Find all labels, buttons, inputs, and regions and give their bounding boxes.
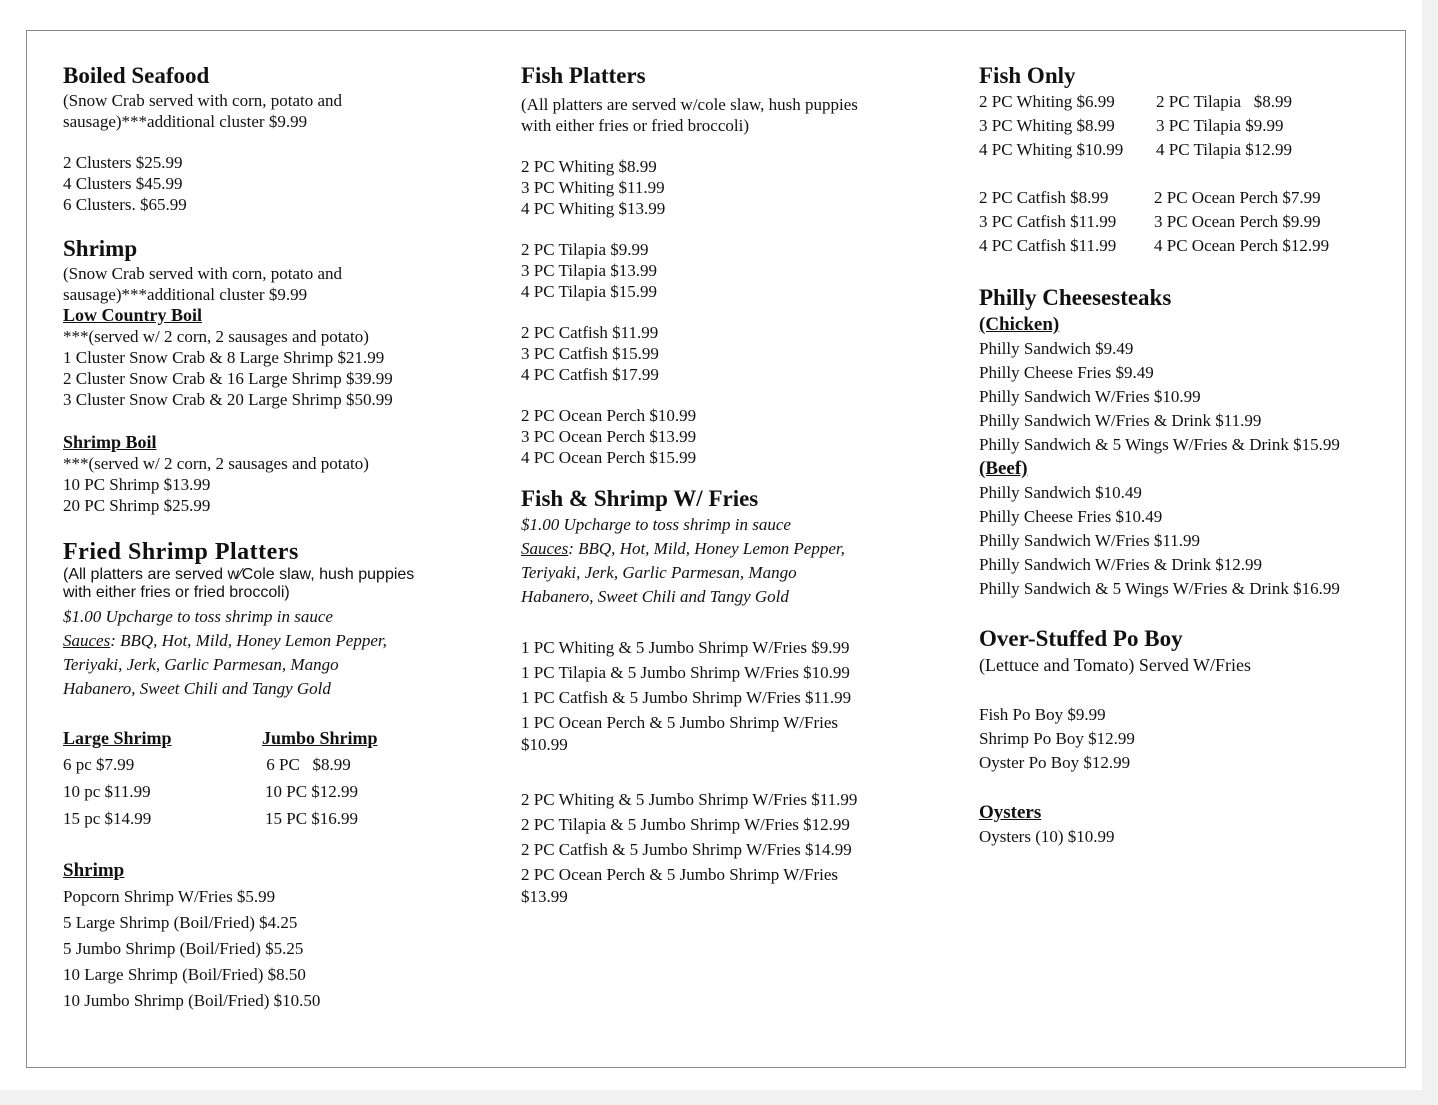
fish-only-table-a — [979, 90, 1399, 162]
menu-item: 3 PC Catfish $11.99 — [979, 212, 1117, 231]
menu-item: 3 PC Whiting $8.99 — [979, 116, 1115, 135]
menu-item: 4 PC Whiting $10.99 — [979, 140, 1124, 159]
page-margin-right — [1422, 0, 1438, 1090]
menu-item: 6 PC $8.99 — [262, 755, 351, 774]
menu-column-1 — [63, 62, 483, 1014]
menu-item: Shrimp Po Boy $12.99 — [979, 729, 1135, 748]
menu-item: 10 PC Shrimp $13.99 — [63, 475, 211, 494]
menu-item: 3 Cluster Snow Crab & 20 Large Shrimp $50.99 — [63, 390, 393, 409]
section-title-fish-and-shrimp: Fish & Shrimp W/ Fries — [521, 486, 759, 511]
menu-item: 3 PC Catfish $15.99 — [521, 344, 659, 363]
section-desc: with either fries or fried broccoli) — [63, 584, 290, 601]
menu-item: Fish Po Boy $9.99 — [979, 705, 1106, 724]
menu-item: 10 Jumbo Shrimp (Boil/Fried) $10.50 — [63, 991, 321, 1010]
subsection-title-shrimp-boil: Shrimp Boil — [63, 432, 157, 452]
menu-item: 2 PC Tilapia & 5 Jumbo Shrimp W/Fries $12.99 — [521, 815, 850, 834]
menu-item: $13.99 — [521, 887, 568, 906]
section-title-fish-only: Fish Only — [979, 63, 1076, 88]
menu-item: Popcorn Shrimp W/Fries $5.99 — [63, 887, 276, 906]
menu-item: 1 PC Whiting & 5 Jumbo Shrimp W/Fries $9.99 — [521, 638, 850, 657]
section-title-fried-shrimp-platters: Fried Shrimp Platters — [63, 539, 299, 565]
menu-item: 4 PC Whiting $13.99 — [521, 199, 666, 218]
menu-item: 5 Large Shrimp (Boil/Fried) $4.25 — [63, 913, 298, 932]
sauces-line: Habanero, Sweet Chili and Tangy Gold — [63, 679, 331, 698]
menu-item: Philly Sandwich W/Fries & Drink $11.99 — [979, 411, 1262, 430]
section-title-shrimp: Shrimp — [63, 236, 138, 261]
menu-item: 3 PC Tilapia $9.99 — [1156, 116, 1284, 135]
subsection-title-beef: (Beef) — [979, 458, 1028, 479]
menu-item: Philly Sandwich & 5 Wings W/Fries & Drink $16.99 — [979, 579, 1340, 598]
menu-column-3 — [979, 62, 1399, 849]
menu-item: Philly Sandwich $10.49 — [979, 483, 1142, 502]
menu-item: 2 PC Whiting $8.99 — [521, 157, 657, 176]
menu-item: 1 PC Catfish & 5 Jumbo Shrimp W/Fries $11.99 — [521, 688, 852, 707]
menu-item: Philly Sandwich $9.49 — [979, 339, 1134, 358]
sauces-line: Habanero, Sweet Chili and Tangy Gold — [521, 587, 789, 606]
table-header-large-shrimp: Large Shrimp — [63, 728, 172, 748]
sauces-line: Teriyaki, Jerk, Garlic Parmesan, Mango — [63, 655, 339, 674]
menu-item: 2 PC Ocean Perch $10.99 — [521, 406, 697, 425]
section-desc: (Lettuce and Tomato) Served W/Fries — [979, 655, 1251, 675]
menu-item: 2 PC Whiting $6.99 — [979, 92, 1115, 111]
menu-item: 2 PC Ocean Perch $7.99 — [1154, 188, 1321, 207]
menu-item: 1 PC Tilapia & 5 Jumbo Shrimp W/Fries $10.99 — [521, 663, 850, 682]
subsection-note: ***(served w/ 2 corn, 2 sausages and potato) — [63, 454, 369, 473]
menu-item: 1 Cluster Snow Crab & 8 Large Shrimp $21.99 — [63, 348, 385, 367]
menu-item: 15 PC $16.99 — [265, 809, 359, 828]
fish-only-table-b — [979, 186, 1399, 258]
menu-item: Philly Sandwich W/Fries $10.99 — [979, 387, 1201, 406]
menu-item: 3 PC Whiting $11.99 — [521, 178, 665, 197]
sauces-line: Sauces: BBQ, Hot, Mild, Honey Lemon Pepper, — [521, 539, 845, 558]
section-desc: (Snow Crab served with corn, potato and — [63, 91, 343, 110]
menu-item: Oyster Po Boy $12.99 — [979, 753, 1131, 772]
menu-item: 4 PC Catfish $17.99 — [521, 365, 659, 384]
sauces-line: Teriyaki, Jerk, Garlic Parmesan, Mango — [521, 563, 797, 582]
menu-item: 2 PC Ocean Perch & 5 Jumbo Shrimp W/Fries — [521, 865, 838, 884]
menu-item: 3 PC Tilapia $13.99 — [521, 261, 658, 280]
menu-item: 3 PC Ocean Perch $13.99 — [521, 427, 697, 446]
menu-item: 4 PC Tilapia $12.99 — [1156, 140, 1293, 159]
menu-item: Philly Sandwich W/Fries & Drink $12.99 — [979, 555, 1263, 574]
menu-item: 4 PC Ocean Perch $12.99 — [1154, 236, 1330, 255]
menu-item: 2 PC Tilapia $9.99 — [521, 240, 649, 259]
menu-item: 2 PC Catfish $8.99 — [979, 188, 1109, 207]
section-desc: (All platters are served w/cole slaw, hush puppies — [521, 95, 858, 114]
menu-item: 10 PC $12.99 — [265, 782, 359, 801]
shrimp-size-table — [63, 725, 483, 832]
upcharge-note: $1.00 Upcharge to toss shrimp in sauce — [63, 607, 333, 626]
section-title-boiled-seafood: Boiled Seafood — [63, 63, 210, 88]
menu-item: 2 Cluster Snow Crab & 16 Large Shrimp $39.99 — [63, 369, 393, 388]
menu-item: 15 pc $14.99 — [63, 809, 152, 828]
menu-item: 4 PC Tilapia $15.99 — [521, 282, 658, 301]
section-desc: with either fries or fried broccoli) — [521, 116, 749, 135]
menu-item: 2 PC Whiting & 5 Jumbo Shrimp W/Fries $11.99 — [521, 790, 858, 809]
menu-item: 20 PC Shrimp $25.99 — [63, 496, 211, 515]
menu-item: 10 pc $11.99 — [63, 782, 151, 801]
sauces-label: Sauces — [521, 539, 569, 558]
menu-item: 10 Large Shrimp (Boil/Fried) $8.50 — [63, 965, 306, 984]
menu-item: Oysters (10) $10.99 — [979, 827, 1115, 846]
section-desc: sausage)***additional cluster $9.99 — [63, 112, 308, 131]
section-title-philly-cheesesteaks: Philly Cheesesteaks — [979, 285, 1172, 310]
menu-item: 5 Jumbo Shrimp (Boil/Fried) $5.25 — [63, 939, 304, 958]
menu-item: Philly Sandwich W/Fries $11.99 — [979, 531, 1200, 550]
menu-item: 4 PC Ocean Perch $15.99 — [521, 448, 697, 467]
table-header-jumbo-shrimp: Jumbo Shrimp — [262, 728, 378, 748]
menu-item: Philly Cheese Fries $10.49 — [979, 507, 1163, 526]
menu-item: 2 PC Catfish $11.99 — [521, 323, 659, 342]
menu-item: $10.99 — [521, 735, 568, 754]
menu-item: 1 PC Ocean Perch & 5 Jumbo Shrimp W/Fries — [521, 713, 838, 732]
menu-item: 3 PC Ocean Perch $9.99 — [1154, 212, 1321, 231]
sauces-label: Sauces — [63, 631, 111, 650]
subsection-title-low-country-boil: Low Country Boil — [63, 305, 203, 325]
section-title-oysters: Oysters — [979, 802, 1042, 823]
section-desc: (Snow Crab served with corn, potato and — [63, 264, 343, 283]
subsection-note: ***(served w/ 2 corn, 2 sausages and potato) — [63, 327, 369, 346]
page-margin-bottom — [0, 1090, 1438, 1105]
menu-column-2 — [521, 62, 941, 907]
section-desc: (All platters are served w∕Cole slaw, hush puppies — [63, 566, 415, 583]
menu-item: 2 Clusters $25.99 — [63, 153, 183, 172]
menu-item: 6 Clusters. $65.99 — [63, 195, 187, 214]
menu-item: 2 PC Tilapia $8.99 — [1156, 92, 1293, 111]
section-title-shrimp-sides: Shrimp — [63, 860, 125, 881]
subsection-title-chicken: (Chicken) — [979, 314, 1060, 335]
sauces-line: Sauces: BBQ, Hot, Mild, Honey Lemon Pepper, — [63, 631, 387, 650]
menu-item: Philly Sandwich & 5 Wings W/Fries & Drink $15.99 — [979, 435, 1340, 454]
menu-item: 6 pc $7.99 — [63, 755, 135, 774]
section-desc: sausage)***additional cluster $9.99 — [63, 285, 308, 304]
menu-item: 4 Clusters $45.99 — [63, 174, 183, 193]
menu-item: 2 PC Catfish & 5 Jumbo Shrimp W/Fries $14.99 — [521, 840, 852, 859]
menu-item: Philly Cheese Fries $9.49 — [979, 363, 1154, 382]
section-title-fish-platters: Fish Platters — [521, 63, 646, 88]
section-title-po-boy: Over-Stuffed Po Boy — [979, 626, 1183, 651]
upcharge-note: $1.00 Upcharge to toss shrimp in sauce — [521, 515, 791, 534]
menu-item: 4 PC Catfish $11.99 — [979, 236, 1117, 255]
